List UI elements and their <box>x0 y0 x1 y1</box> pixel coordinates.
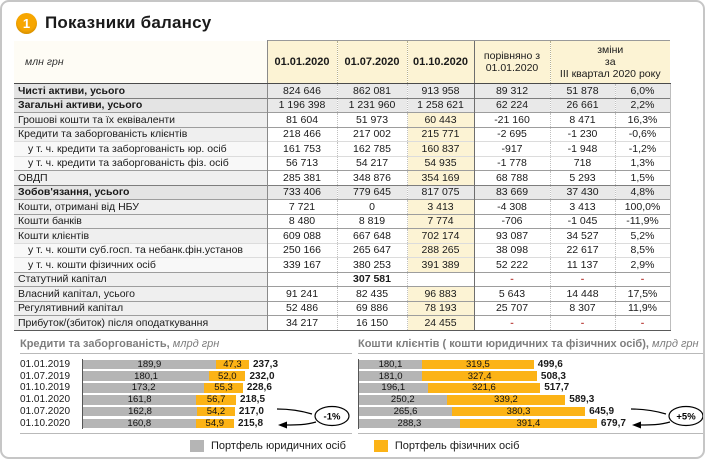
row-value: 69 886 <box>337 301 407 316</box>
table-row <box>14 301 670 316</box>
chart-category-label: 01.01.2019 <box>20 358 71 370</box>
row-value: 8 819 <box>337 214 407 229</box>
table-row <box>14 156 670 171</box>
table-row <box>14 200 670 215</box>
chart-row <box>358 370 705 382</box>
chart-client-funds-rows <box>358 354 705 435</box>
row-value: 78 193 <box>407 301 474 316</box>
row-value: 779 645 <box>337 185 407 200</box>
bar-value-label: 319,5 <box>466 358 490 370</box>
compare-line-2: 01.01.2020 <box>485 62 539 74</box>
bar-segment-individuals <box>422 371 537 381</box>
bar-value-label: 52,0 <box>218 370 237 382</box>
bar-total-label: 499,6 <box>537 358 563 370</box>
bar-value-label: 162,8 <box>128 406 152 418</box>
row-value: - <box>474 272 550 287</box>
bar-total-label: 679,7 <box>600 417 626 429</box>
bar-value-label: 250,2 <box>390 394 415 406</box>
bar-value-label: 160,8 <box>127 417 152 429</box>
row-value: 37 430 <box>550 185 615 200</box>
bar-segment-legal-entities <box>359 395 447 405</box>
chart-category-label: 01.10.2019 <box>20 382 71 394</box>
bar-total-label: 589,3 <box>569 394 595 406</box>
row-label: Чисті активи, усього <box>14 84 267 99</box>
table-row <box>14 113 670 128</box>
row-value: - <box>550 316 615 331</box>
table-row <box>14 229 670 244</box>
row-value: 24 455 <box>407 316 474 331</box>
row-label: у т. ч. кошти фізичних осіб <box>14 258 267 273</box>
bar-value-label: 189,9 <box>137 358 162 370</box>
bar-value-label: 265,6 <box>393 406 418 418</box>
row-value: 667 648 <box>337 229 407 244</box>
row-value: 288 265 <box>407 243 474 258</box>
row-value: -1 778 <box>474 156 550 171</box>
row-label: у т. ч. кошти суб.госп. та небанк.фін.установ <box>14 243 267 258</box>
unit-label: млн грн <box>25 55 64 68</box>
chart-row <box>20 359 352 371</box>
legend-swatch-yellow <box>374 440 388 452</box>
row-value: 5,2% <box>615 229 670 244</box>
table-row <box>14 84 670 99</box>
row-value: 160 837 <box>407 142 474 157</box>
bar-value-label: 339,2 <box>494 394 518 406</box>
row-value: 2,2% <box>615 98 670 113</box>
row-value: 609 088 <box>267 229 337 244</box>
legend-item-individual <box>374 440 520 452</box>
row-value: 56 713 <box>267 156 337 171</box>
row-label: у т. ч. кредити та заборгованість фіз. осіб <box>14 156 267 171</box>
table-row <box>14 171 670 186</box>
row-label: Загальні активи, усього <box>14 98 267 113</box>
row-value: 1,5% <box>615 171 670 186</box>
chart-row <box>358 382 705 394</box>
table-row <box>14 287 670 302</box>
row-value: 215 771 <box>407 127 474 142</box>
compare-line-1: порівняно з <box>483 50 541 62</box>
column-header-changes <box>550 41 670 84</box>
bar-value-label: 47,3 <box>223 358 242 370</box>
row-value: 14 448 <box>550 287 615 302</box>
bar-segment-individuals <box>447 395 566 405</box>
row-value: 91 241 <box>267 287 337 302</box>
balance-table-body <box>14 84 670 331</box>
chart-category-label: 01.07.2020 <box>20 406 71 418</box>
bar-value-label: 55,3 <box>214 382 233 394</box>
bar-segment-individuals <box>428 383 541 393</box>
row-value: 718 <box>550 156 615 171</box>
row-value: 51 878 <box>550 84 615 99</box>
row-value: -4 308 <box>474 200 550 215</box>
chart-title-unit: млрд грн <box>172 337 220 350</box>
row-value: 5 643 <box>474 287 550 302</box>
row-value: 81 604 <box>267 113 337 128</box>
svg-text:-1%: -1% <box>323 411 341 423</box>
bar-track <box>82 394 265 406</box>
bar-track <box>358 417 626 429</box>
column-header-compare <box>474 41 550 84</box>
bar-segment-legal-entities <box>359 383 428 393</box>
row-value: -2 695 <box>474 127 550 142</box>
annotation-plus-5-percent <box>630 403 705 430</box>
row-value: 0 <box>337 200 407 215</box>
row-value: 307 581 <box>337 272 407 287</box>
column-header-01-07-2020: 01.07.2020 <box>337 41 407 84</box>
bar-value-label: 161,8 <box>127 394 152 406</box>
bar-segment-legal-entities <box>83 395 196 405</box>
row-label: Прибуток/(збиток) після оподаткування <box>14 316 267 331</box>
balance-table <box>14 40 671 331</box>
bar-total-label: 215,8 <box>237 417 264 429</box>
page-header <box>16 10 695 36</box>
row-value: 4,8% <box>615 185 670 200</box>
row-label: Грошові кошти та їх еквіваленти <box>14 113 267 128</box>
row-value: 285 381 <box>267 171 337 186</box>
row-value: 339 167 <box>267 258 337 273</box>
row-value: - <box>550 272 615 287</box>
row-label: у т. ч. кредити та заборгованість юр. осіб <box>14 142 267 157</box>
row-value: 1 258 621 <box>407 98 474 113</box>
table-header-row <box>14 41 670 84</box>
bar-segment-individuals <box>460 419 597 429</box>
bar-segment-individuals <box>452 407 585 417</box>
chart-row <box>20 370 352 382</box>
bar-value-label: 391,4 <box>516 417 541 429</box>
chart-credits <box>20 338 352 435</box>
row-value: 52 222 <box>474 258 550 273</box>
bar-value-label: 180,1 <box>378 358 403 370</box>
row-value: 162 785 <box>337 142 407 157</box>
row-value: 62 224 <box>474 98 550 113</box>
row-value: 54 217 <box>337 156 407 171</box>
row-value: 11,9% <box>615 301 670 316</box>
row-value: 34 217 <box>267 316 337 331</box>
table-row <box>14 127 670 142</box>
table-row <box>14 243 670 258</box>
chart-title-unit: млрд грн <box>652 337 699 350</box>
bar-value-label: 288,3 <box>397 417 422 429</box>
bar-segment-individuals <box>422 360 534 370</box>
table-row <box>14 272 670 287</box>
table-row <box>14 185 670 200</box>
unit-label-cell <box>14 41 267 84</box>
row-label: Власний капітал, усього <box>14 287 267 302</box>
row-value: 51 973 <box>337 113 407 128</box>
row-label: Кошти банків <box>14 214 267 229</box>
row-value: 354 169 <box>407 171 474 186</box>
bar-track <box>82 370 275 382</box>
chart-row <box>358 359 705 371</box>
chart-row <box>20 382 352 394</box>
row-value: 26 661 <box>550 98 615 113</box>
row-value: 824 646 <box>267 84 337 99</box>
row-value: 7 774 <box>407 214 474 229</box>
row-value: 38 098 <box>474 243 550 258</box>
bar-segment-legal-entities <box>359 360 422 370</box>
page-title: Показники балансу <box>45 13 212 32</box>
row-value: -917 <box>474 142 550 157</box>
bar-track <box>82 359 278 371</box>
bar-total-label: 218,5 <box>239 394 266 406</box>
column-header-01-10-2020: 01.10.2020 <box>407 41 474 84</box>
row-value: 8 480 <box>267 214 337 229</box>
section-number-badge: 1 <box>16 13 37 34</box>
row-value: 100,0% <box>615 200 670 215</box>
chart-title-text: Кошти клієнтів ( кошти юридичних та фізичних осіб), <box>358 337 649 350</box>
legend-label-individual: Портфель фізичних осіб <box>394 440 520 452</box>
bar-total-label: 508,3 <box>540 370 566 382</box>
bar-segment-individuals <box>196 419 234 429</box>
bar-segment-legal-entities <box>83 360 216 370</box>
row-value: 265 647 <box>337 243 407 258</box>
row-value: -1,2% <box>615 142 670 157</box>
row-value: -21 160 <box>474 113 550 128</box>
chart-legend <box>190 439 519 454</box>
row-value: 7 721 <box>267 200 337 215</box>
bar-total-label: 645,9 <box>589 406 615 418</box>
row-value: 8,5% <box>615 243 670 258</box>
row-label: ОВДП <box>14 171 267 186</box>
row-value: 348 876 <box>337 171 407 186</box>
bar-total-label: 517,7 <box>544 382 570 394</box>
bar-segment-legal-entities <box>83 407 197 417</box>
row-value: 3 413 <box>407 200 474 215</box>
bar-value-label: 180,1 <box>134 370 158 382</box>
row-value <box>267 272 337 287</box>
column-header-01-01-2020: 01.01.2020 <box>267 41 337 84</box>
bar-segment-legal-entities <box>359 419 460 429</box>
row-value: 161 753 <box>267 142 337 157</box>
table-row <box>14 214 670 229</box>
table-row <box>14 98 670 113</box>
row-value: 817 075 <box>407 185 474 200</box>
bar-segment-individuals <box>204 383 243 393</box>
row-value: 217 002 <box>337 127 407 142</box>
row-value: 862 081 <box>337 84 407 99</box>
bar-segment-individuals <box>196 395 236 405</box>
row-value: 52 486 <box>267 301 337 316</box>
row-label: Кошти, отримані від НБУ <box>14 200 267 215</box>
svg-text:+5%: +5% <box>676 411 696 423</box>
chart-category-label: 01.07.2019 <box>20 370 71 382</box>
row-value: 250 166 <box>267 243 337 258</box>
bar-track <box>358 370 566 382</box>
bar-value-label: 173,2 <box>131 382 156 394</box>
bar-track <box>358 382 569 394</box>
changes-line-1: зміни <box>597 44 624 56</box>
bar-segment-legal-entities <box>359 407 452 417</box>
bar-segment-individuals <box>216 360 249 370</box>
row-value: 89 312 <box>474 84 550 99</box>
bar-track <box>358 406 614 418</box>
row-value: 25 707 <box>474 301 550 316</box>
row-value: 733 406 <box>267 185 337 200</box>
row-value: 1 231 960 <box>337 98 407 113</box>
chart-credits-title <box>20 338 352 354</box>
chart-category-label: 01.01.2020 <box>20 394 71 406</box>
bar-segment-legal-entities <box>83 371 209 381</box>
row-value: 1 196 398 <box>267 98 337 113</box>
row-value: -1 045 <box>550 214 615 229</box>
changes-line-3: III квартал 2020 року <box>559 68 661 80</box>
row-value: -1 230 <box>550 127 615 142</box>
row-value: - <box>615 272 670 287</box>
row-value: 34 527 <box>550 229 615 244</box>
bar-track <box>82 382 272 394</box>
row-value: 11 137 <box>550 258 615 273</box>
row-value: 1,3% <box>615 156 670 171</box>
bar-total-label: 217,0 <box>238 406 264 418</box>
table-row <box>14 316 670 331</box>
bar-value-label: 54,9 <box>205 417 225 429</box>
bar-value-label: 56,7 <box>206 394 226 406</box>
row-value: 5 293 <box>550 171 615 186</box>
bar-track <box>82 406 264 418</box>
annotation-minus-1-percent <box>276 403 352 430</box>
row-value: 93 087 <box>474 229 550 244</box>
row-value: 218 466 <box>267 127 337 142</box>
bar-segment-legal-entities <box>359 371 422 381</box>
row-value: 391 389 <box>407 258 474 273</box>
row-value: - <box>615 316 670 331</box>
legend-swatch-gray <box>190 440 204 452</box>
row-value: - <box>474 316 550 331</box>
table-row <box>14 258 670 273</box>
row-value: -706 <box>474 214 550 229</box>
legend-item-legal <box>190 440 346 452</box>
row-value: 96 883 <box>407 287 474 302</box>
row-value: -0,6% <box>615 127 670 142</box>
bar-segment-individuals <box>197 407 235 417</box>
bar-track <box>358 359 563 371</box>
table-row <box>14 142 670 157</box>
chart-credits-rows <box>20 354 352 435</box>
chart-category-label: 01.10.2020 <box>20 417 71 429</box>
row-value: 82 435 <box>337 287 407 302</box>
row-value: 702 174 <box>407 229 474 244</box>
row-value: 22 617 <box>550 243 615 258</box>
row-value: -1 948 <box>550 142 615 157</box>
row-value: -11,9% <box>615 214 670 229</box>
row-value: 8 307 <box>550 301 615 316</box>
bar-total-label: 232,0 <box>249 370 275 382</box>
legend-label-legal: Портфель юридичних осіб <box>211 440 346 452</box>
row-value: 2,9% <box>615 258 670 273</box>
row-label: Кредити та заборгованість клієнтів <box>14 127 267 142</box>
bar-track <box>358 394 594 406</box>
row-label: Регулятивний капітал <box>14 301 267 316</box>
row-value: 17,5% <box>615 287 670 302</box>
bar-segment-legal-entities <box>83 383 204 393</box>
charts-section <box>12 337 699 454</box>
bar-segment-individuals <box>209 371 245 381</box>
row-value: 6,0% <box>615 84 670 99</box>
row-value: 60 443 <box>407 113 474 128</box>
bar-value-label: 321,6 <box>472 382 496 394</box>
chart-client-funds-title <box>358 338 705 354</box>
row-value: 3 413 <box>550 200 615 215</box>
row-value: 16 150 <box>337 316 407 331</box>
row-value: 380 253 <box>337 258 407 273</box>
chart-title-text: Кредити та заборгованість, <box>20 337 170 350</box>
row-label: Кошти клієнтів <box>14 229 267 244</box>
bar-value-label: 380,3 <box>506 406 531 418</box>
row-value <box>407 272 474 287</box>
bar-total-label: 237,3 <box>252 358 279 370</box>
bar-value-label: 196,1 <box>381 382 406 394</box>
bar-value-label: 54,2 <box>206 406 226 418</box>
row-label: Статутний капітал <box>14 272 267 287</box>
bar-total-label: 228,6 <box>246 382 272 394</box>
row-value: 83 669 <box>474 185 550 200</box>
bar-value-label: 181,0 <box>378 370 403 382</box>
bar-value-label: 327,4 <box>467 370 492 382</box>
row-value: 54 935 <box>407 156 474 171</box>
row-label: Зобов'язання, усього <box>14 185 267 200</box>
bar-segment-legal-entities <box>83 419 196 429</box>
chart-client-funds <box>358 338 705 435</box>
row-value: 68 788 <box>474 171 550 186</box>
changes-line-2: за <box>604 56 616 68</box>
row-value: 16,3% <box>615 113 670 128</box>
bar-track <box>82 417 263 429</box>
row-value: 8 471 <box>550 113 615 128</box>
row-value: 913 958 <box>407 84 474 99</box>
